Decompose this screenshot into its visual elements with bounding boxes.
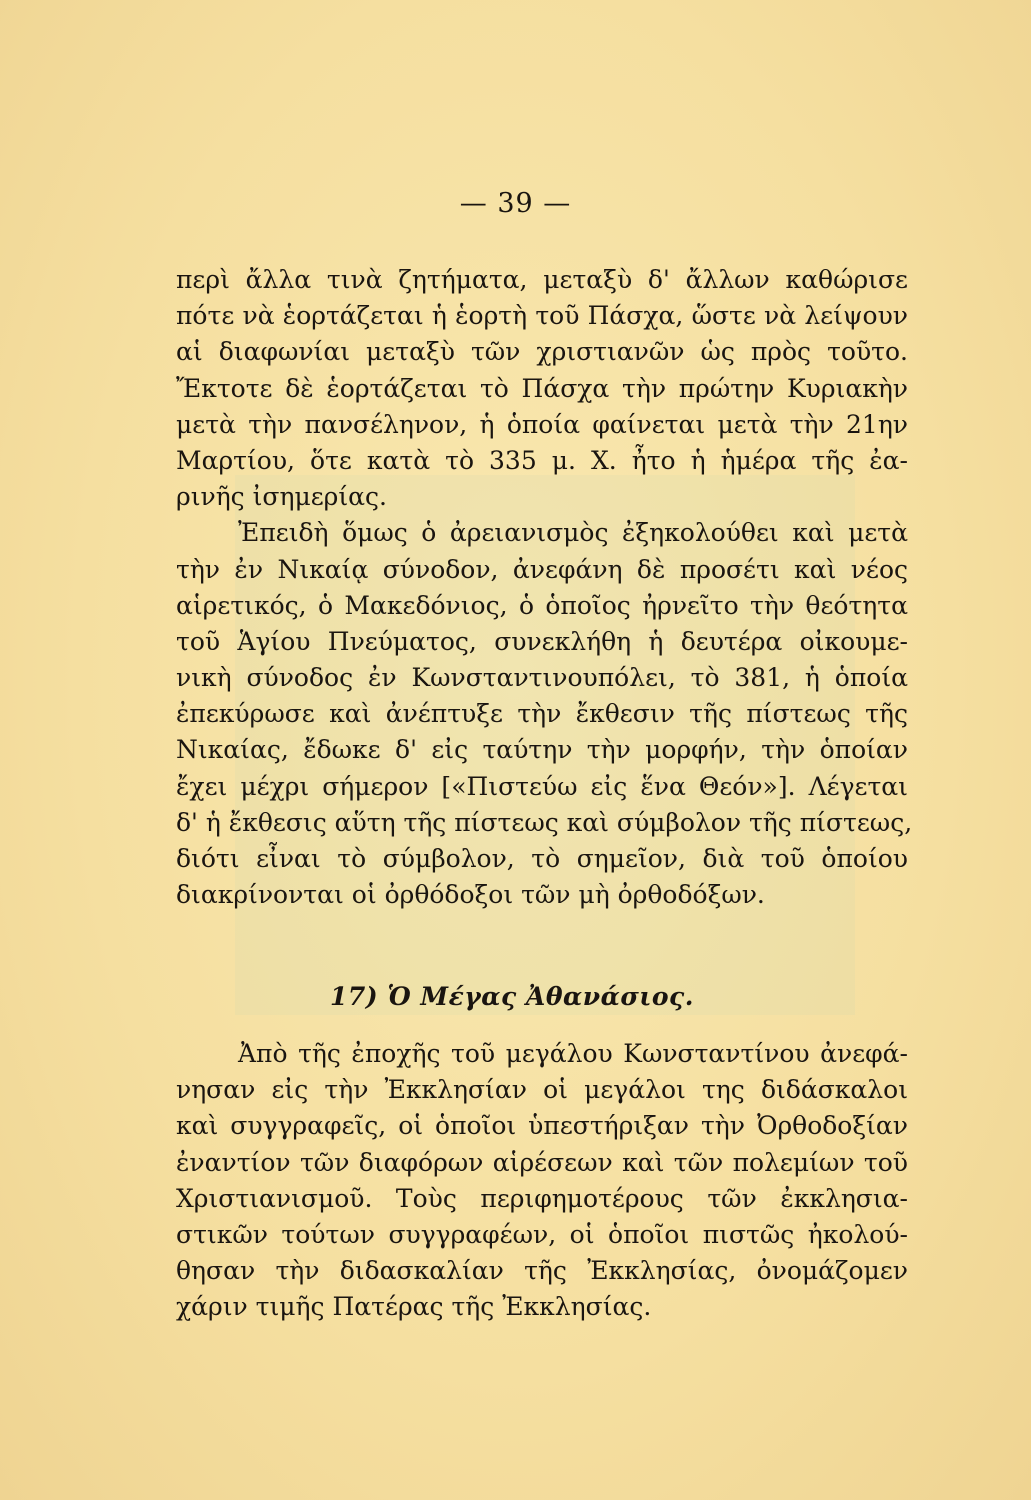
text-line: δ' ἡ ἔκθεσις αὕτη τῆς πίστεως καὶ σύμβολον τῆς πίστεως, — [176, 807, 913, 837]
text-line: θησαν τὴν διδασκαλίαν τῆς Ἐκκλησίας, ὀνομάζομεν — [176, 1256, 908, 1286]
text-line: νησαν εἰς τὴν Ἐκκλησίαν οἱ μεγάλοι της διδάσκαλοι — [176, 1075, 908, 1105]
section-text — [176, 1036, 908, 1326]
text-line: ἐναντίον τῶν διαφόρων αἱρέσεων καὶ τῶν πολεμίων τοῦ — [176, 1147, 908, 1177]
text-line: Ἀπὸ τῆς ἐποχῆς τοῦ μεγάλου Κωνσταντίνου ἀνεφά- — [238, 1039, 908, 1068]
text-line: Μαρτίου, ὅτε κατὰ τὸ 335 μ. Χ. ἦτο ἡ ἡμέρα τῆς ἐα- — [176, 445, 908, 475]
text-line: τοῦ Ἁγίου Πνεύματος, συνεκλήθη ἡ δευτέρα οἰκουμε- — [176, 626, 908, 656]
text-line: τὴν ἐν Νικαίᾳ σύνοδον, ἀνεφάνη δὲ προσέτι καὶ νέος — [176, 554, 908, 584]
text-line: αἱ διαφωνίαι μεταξὺ τῶν χριστιανῶν ὡς πρὸς τοῦτο. — [176, 337, 908, 367]
text-line: ἐπεκύρωσε καὶ ἀνέπτυξε τὴν ἔκθεσιν τῆς πίστεως τῆς — [176, 699, 908, 729]
text-line: μετὰ τὴν πανσέληνον, ἡ ὁποία φαίνεται μετὰ τὴν 21ην — [176, 409, 908, 439]
text-line: Χριστιανισμοῦ. Τοὺς περιφημοτέρους τῶν ἐκκλησια- — [176, 1183, 908, 1213]
text-line: πότε νὰ ἑορτάζεται ἡ ἑορτὴ τοῦ Πάσχα, ὥστε νὰ λείψουν — [176, 301, 908, 331]
text-line: Ἔκτοτε δὲ ἑορτάζεται τὸ Πάσχα τὴν πρώτην Κυριακὴν — [176, 373, 908, 403]
text-line: Ἐπειδὴ ὅμως ὁ ἀρειανισμὸς ἐξηκολούθει καὶ μετὰ — [238, 518, 908, 548]
text-line: Νικαίας, ἔδωκε δ' εἰς ταύτην τὴν μορφήν, τὴν ὁποίαν — [176, 735, 908, 765]
text-line: καὶ συγγραφεῖς, οἱ ὁποῖοι ὑπεστήριξαν τὴν Ὀρθοδοξίαν — [176, 1111, 908, 1141]
main-text — [176, 262, 913, 913]
text-line: νικὴ σύνοδος ἐν Κωνσταντινουπόλει, τὸ 381, ἡ ὁποία — [176, 663, 908, 693]
text-line: στικῶν τούτων συγγραφέων, οἱ ὁποῖοι πιστῶς ἠκολού- — [176, 1219, 908, 1249]
text-line: ρινῆς ἰσημερίας. — [176, 482, 387, 512]
text-line: αἱρετικός, ὁ Μακεδόνιος, ὁ ὁποῖος ἠρνεῖτο τὴν θεότητα — [176, 590, 908, 620]
text-line: διότι εἶναι τὸ σύμβολον, τὸ σημεῖον, διὰ τοῦ ὁποίου — [176, 844, 908, 873]
text-line: ἔχει μέχρι σήμερον [«Πιστεύω εἰς ἕνα Θεόν»]. Λέγεται — [176, 771, 908, 801]
page-number: — 39 — — [459, 188, 572, 219]
text-line: περὶ ἄλλα τινὰ ζητήματα, μεταξὺ δ' ἄλλων καθώρισε — [176, 265, 908, 294]
section-heading: 17) Ὁ Μέγας Ἀθανάσιος. — [330, 982, 694, 1011]
text-line: χάριν τιμῆς Πατέρας τῆς Ἐκκλησίας. — [176, 1292, 652, 1322]
text-line: διακρίνονται οἱ ὀρθόδοξοι τῶν μὴ ὀρθοδόξων. — [176, 880, 765, 910]
